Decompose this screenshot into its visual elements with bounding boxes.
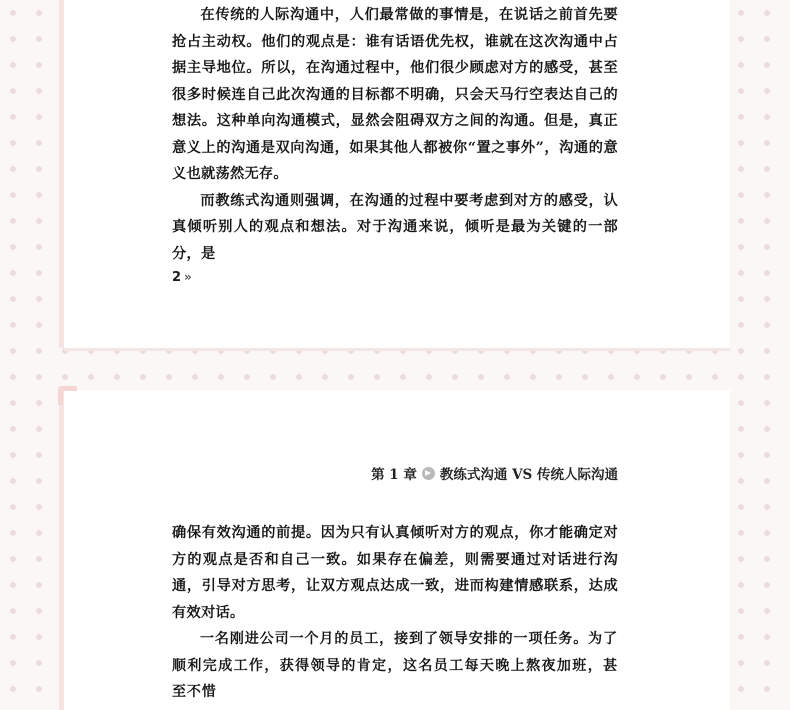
body-text — [172, 520, 618, 626]
paragraph: 在传统的人际沟通中，人们最常做的事情是，在说话之前首先要抢占主动权。他们的观点是：谁有话语优先权，谁就在这次沟通中占据主导地位。所以，在沟通过程中，他们很少顾虑对方的感受，甚至很多时候连自己此次沟通的目标都不明确，只会天马行空表达自己的想法。这种单向沟通模式，显然会阻碍双方之间的沟通。但是，真正意义上的沟通是双向沟通，如果其他人都被你“置之事外”，沟通的意义也就荡然无存。 — [172, 7, 618, 182]
paragraph: 确保有效沟通的前提。因为只有认真倾听对方的观点，你才能确定对方的观点是否和自己一致。如果存在偏差，则需要通过对话进行沟通，引导对方思考，让双方观点达成一致，进而构建情感联系，达成有效对话。 — [172, 525, 618, 621]
arrow-circle-icon — [422, 467, 435, 480]
paragraph: 而教练式沟通则强调，在沟通的过程中要考虑到对方的感受，认真倾听别人的观点和想法。对于沟通来说，倾听是最为关键的一部分，是 — [172, 192, 618, 262]
double-chevron-icon: » — [184, 270, 192, 284]
page-number-value: 2 — [172, 270, 182, 285]
case-example — [172, 626, 618, 706]
body-text — [172, 2, 618, 267]
top-page — [64, 0, 730, 348]
chapter-title: 教练式沟通 VS 传统人际沟通 — [439, 467, 618, 483]
running-header — [371, 463, 618, 483]
chapter-number: 第 1 章 — [371, 467, 417, 483]
page-number — [172, 270, 192, 285]
example-paragraph: 一名刚进公司一个月的员工，接到了领导安排的一项任务。为了顺利完成工作，获得领导的肯定，这名员工每天晚上熬夜加班，甚至不惜 — [172, 631, 618, 700]
bottom-page — [64, 390, 730, 710]
